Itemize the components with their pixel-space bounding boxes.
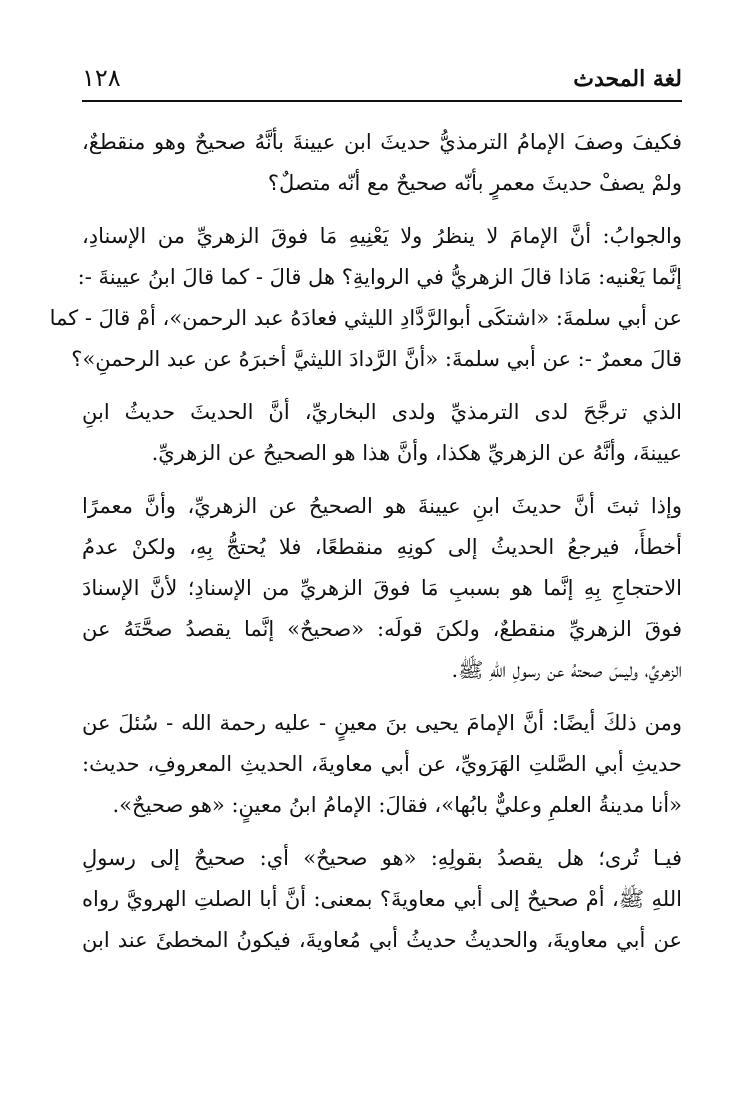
text-line: الذي ترجَّحَ لدى الترمذيِّ ولدى البخاريِّ، أنَّ الحديثَ حديثُ ابنِ <box>82 400 682 424</box>
page-header <box>82 60 682 102</box>
text-line: فيـا تُرى؛ هل يقصدُ بقولِهِ: «هو صحيحٌ» أي: صحيحٌ إلى رسولِ <box>82 846 682 870</box>
text-line: الزهريِّ، وليسَ صحتهُ عن رسولِ اللهِ ﷺ. <box>451 658 682 682</box>
text-line: ولمْ يصفْ حديثَ معمرٍ بأنّه صحيحٌ مع أنّه متصلٌ؟ <box>267 171 682 195</box>
text-line: عيينةَ، وأنَّهُ عن الزهريِّ هكذا، وأنَّ هذا هو الصحيحُ عن الزهريِّ. <box>151 441 682 465</box>
text-line: أخطأَ، فيرجعُ الحديثُ إلى كونِهِ منقطعًا، فلا يُحتجُّ بِهِ، ولكنْ عدمُ <box>82 535 682 559</box>
paragraph-6 <box>82 838 682 961</box>
text-line: عن أبي معاويةَ، والحديثُ حديثُ أبي مُعاويةَ، فيكونُ المخطئَ عند ابن <box>82 928 682 952</box>
text-line: عن أبي سلمةَ: «اشتكَى أبوالرَّدَّادِ الليثي فعادَهُ عبد الرحمن»، أمْ قالَ - كما <box>49 306 682 330</box>
paragraph-5 <box>82 703 682 826</box>
paragraph-4 <box>82 486 682 691</box>
text-line: اللهِ ﷺ، أمْ صحيحٌ إلى أبي معاويةَ؟ بمعنى: أنَّ أبا الصلتِ الهرويَّ رواه <box>82 887 682 911</box>
text-line: حديثِ أبي الصَّلتِ الهَرَويِّ، عن أبي معاويةَ، الحديثِ المعروفِ، حديث: <box>82 752 682 776</box>
text-line: إنَّما يَعْنيه: مَاذا قالَ الزهريُّ في الروايةِ؟ هل قالَ - كما قالَ ابنُ عيينةَ -: <box>77 265 682 289</box>
text-line: وإذا ثبتَ أنَّ حديثَ ابنِ عيينةَ هو الصحيحُ عن الزهريِّ، وأنَّ معمرًا <box>82 494 682 518</box>
paragraph-3 <box>82 392 682 474</box>
page-number: ١٢٨ <box>82 64 121 92</box>
text-line: «أنا مدينةُ العلمِ وعليٌّ بابُها»، فقالَ: الإمامُ ابنُ معينٍ: «هو صحيحٌ». <box>112 793 682 817</box>
paragraph-2 <box>49 216 682 380</box>
page-body <box>49 122 682 973</box>
text-line: الاحتجاجِ بِهِ إنَّما هو بسببِ مَا فوقَ الزهريِّ من الإسنادِ؛ لأنَّ الإسنادَ <box>82 576 682 600</box>
running-title: لغة المحدث <box>573 66 682 92</box>
text-line: ومن ذلكَ أيضًا: أنَّ الإمامَ يحيى بنَ معينٍ - عليه رحمة الله - سُئلَ عن <box>82 711 682 735</box>
text-line: والجوابُ: أنَّ الإمامَ لا ينظرُ ولا يَعْنِيهِ مَا فوقَ الزهريِّ من الإسنادِ، <box>82 224 682 248</box>
text-line: فكيفَ وصفَ الإمامُ الترمذيُّ حديثَ ابن عيينةَ بأنَّهُ صحيحٌ وهو منقطعٌ، <box>82 130 682 154</box>
text-line: قالَ معمرٌ -: عن أبي سلمةَ: «أنَّ الرَّدادَ الليثيَّ أخبرَهُ عن عبد الرحمنِ»؟ <box>71 347 682 371</box>
text-line: فوقَ الزهريِّ منقطعٌ، ولكنَ قولَه: «صحيحٌ» إنَّما يقصدُ صحَّتَهُ عن <box>82 617 682 641</box>
paragraph-1 <box>82 122 682 204</box>
